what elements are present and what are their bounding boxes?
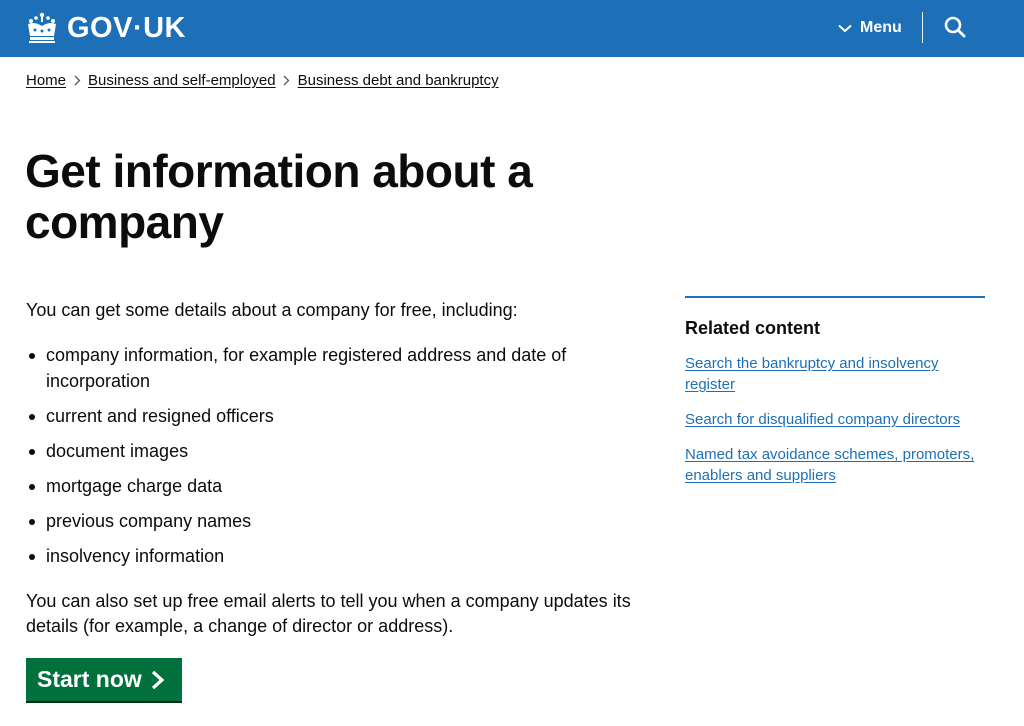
- list-item: previous company names: [26, 509, 626, 535]
- list-item: company information, for example registered address and date of incorporation: [26, 343, 626, 394]
- list-item: document images: [26, 439, 626, 465]
- start-now-button[interactable]: [26, 658, 182, 701]
- related-links-list: [685, 353, 985, 486]
- list-item: mortgage charge data: [26, 474, 626, 500]
- chevron-right-icon: [66, 75, 88, 86]
- link-tax-avoidance-schemes[interactable]: Named tax avoidance schemes, promoters, enablers and suppliers: [685, 446, 975, 484]
- intro-text: You can get some details about a company for free, including:: [26, 300, 518, 320]
- chevron-right-icon: [151, 670, 165, 690]
- start-now-label: Start now: [37, 666, 142, 692]
- page-title: Get information about a company: [25, 145, 533, 248]
- link-bankruptcy-register[interactable]: Search the bankruptcy and insolvency register: [685, 355, 939, 393]
- related-content-title: Related content: [685, 318, 821, 338]
- related-content: [685, 296, 985, 500]
- chevron-right-icon: [276, 75, 298, 86]
- header-divider: [922, 12, 923, 43]
- list-item: current and resigned officers: [26, 404, 626, 430]
- search-icon: [943, 15, 967, 39]
- related-link-item: [685, 444, 985, 486]
- breadcrumb-home[interactable]: Home: [26, 72, 67, 89]
- breadcrumb-business[interactable]: Business and self-employed: [88, 72, 276, 89]
- menu-button[interactable]: [838, 16, 902, 40]
- logo-text: GOV·UK: [67, 11, 186, 44]
- search-button[interactable]: [943, 15, 967, 39]
- list-item: insolvency information: [26, 544, 626, 570]
- chevron-down-icon: [838, 24, 852, 33]
- site-header: [0, 0, 1024, 57]
- related-link-item: [685, 353, 985, 395]
- crown-icon: [25, 12, 59, 44]
- email-alerts-text: You can also set up free email alerts to tell you when a company updates its details (for example, a change of director or address).: [26, 591, 631, 636]
- menu-label: Menu: [860, 19, 902, 36]
- govuk-logo-link[interactable]: [25, 10, 186, 46]
- breadcrumb-debt[interactable]: Business debt and bankruptcy: [297, 72, 499, 89]
- details-list: [26, 343, 626, 579]
- breadcrumb: [26, 72, 499, 89]
- link-disqualified-directors[interactable]: Search for disqualified company directors: [685, 411, 961, 428]
- related-link-item: [685, 409, 985, 430]
